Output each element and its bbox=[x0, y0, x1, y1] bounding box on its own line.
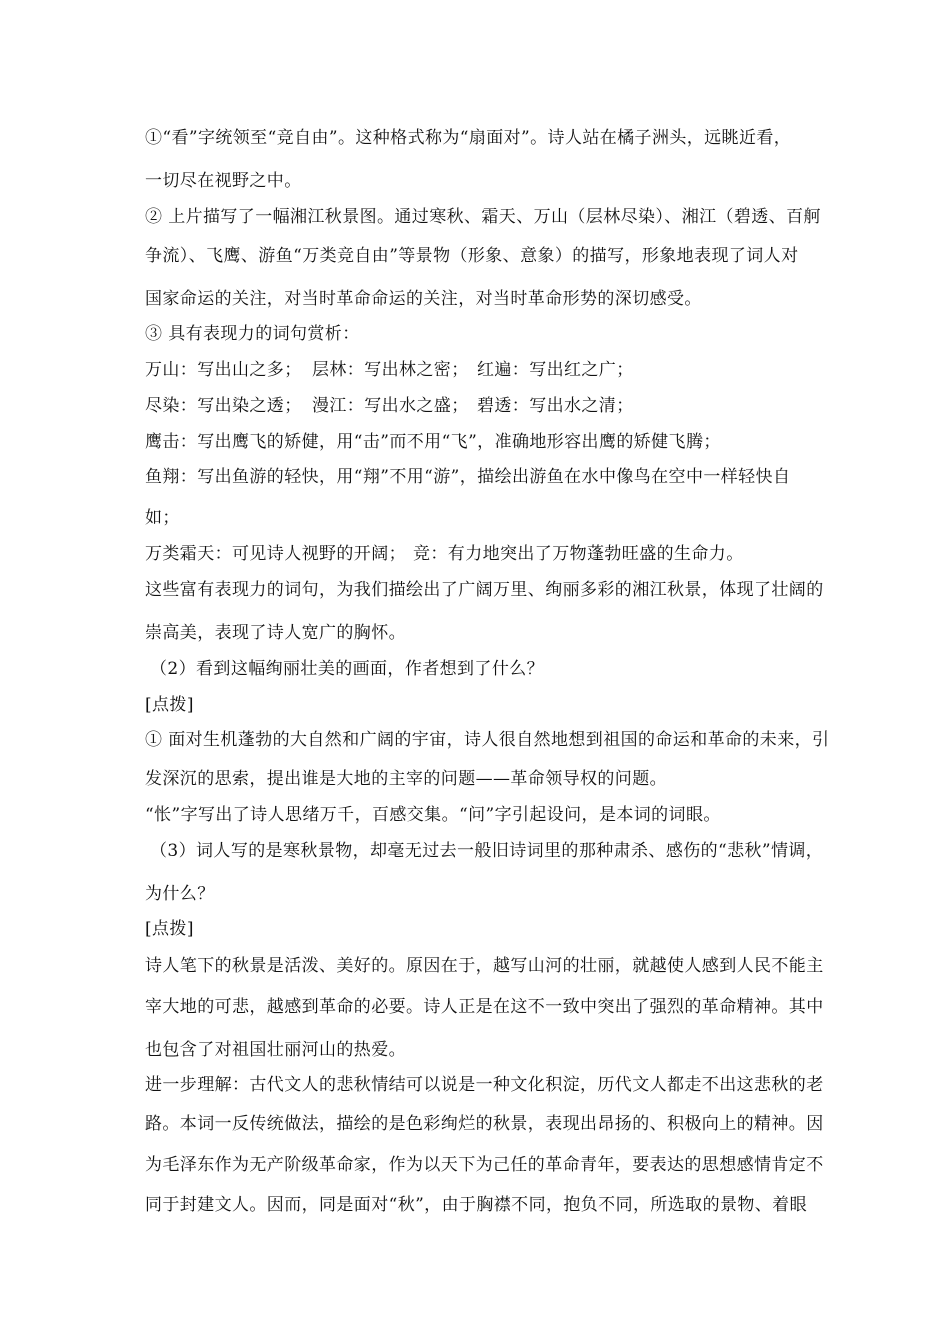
text-line: 为什么？ bbox=[145, 884, 215, 904]
text-line: 鹰击：写出鹰飞的矫健，用“击”而不用“飞”，准确地形容出鹰的矫健飞腾； bbox=[145, 432, 721, 452]
text-line: 发深沉的思索，提出谁是大地的主宰的问题——革命领导权的问题。 bbox=[145, 769, 667, 789]
text-line: 也包含了对祖国壮丽河山的热爱。 bbox=[145, 1040, 406, 1060]
text-line: ② 上片描写了一幅湘江秋景图。通过寒秋、霜天、万山（层林尽染）、湘江（碧透、百舸 bbox=[145, 207, 821, 227]
text-line bbox=[145, 359, 845, 381]
text-line: 一切尽在视野之中。 bbox=[145, 171, 302, 191]
text-line: ①“看”字统领至“竞自由”。这种格式称为“扇面对”。诗人站在橘子洲头，远眺近看， bbox=[145, 128, 792, 148]
text-line: 争流）、飞鹰、游鱼“万类竞自由”等景物（形象、意象）的描写，形象地表现了词人对 bbox=[145, 246, 799, 266]
text-segment: 碧透：写出水之清； bbox=[477, 396, 634, 416]
text-line bbox=[145, 395, 845, 417]
text-line: ① 面对生机蓬勃的大自然和广阔的宇宙，诗人很自然地想到祖国的命运和革命的未来，引 bbox=[145, 730, 830, 750]
text-line: 宰大地的可悲，越感到革命的必要。诗人正是在这不一致中突出了强烈的革命精神。其中 bbox=[145, 997, 824, 1017]
text-line: “怅”字写出了诗人思绪万千，百感交集。“问”字引起设问，是本词的词眼。 bbox=[145, 805, 721, 825]
text-line: （3）词人写的是寒秋景物，却毫无过去一般旧诗词里的那种肃杀、感伤的“悲秋”情调， bbox=[150, 841, 824, 861]
text-segment: 红遍：写出红之广； bbox=[477, 360, 634, 380]
text-line: 进一步理解：古代文人的悲秋情结可以说是一种文化积淀，历代文人都走不出这悲秋的老 bbox=[145, 1075, 824, 1095]
text-line: ③ 具有表现力的词句赏析： bbox=[145, 324, 360, 344]
text-line: （2）看到这幅绚丽壮美的画面，作者想到了什么？ bbox=[150, 659, 545, 679]
text-line: 鱼翔：写出鱼游的轻快，用“翔”不用“游”，描绘出游鱼在水中像鸟在空中一样轻快自 bbox=[145, 467, 791, 487]
text-line: 诗人笔下的秋景是活泼、美好的。原因在于，越写山河的壮丽，就越使人感到人民不能主 bbox=[145, 956, 824, 976]
text-line: 这些富有表现力的词句，为我们描绘出了广阔万里、绚丽多彩的湘江秋景，体现了壮阔的 bbox=[145, 580, 824, 600]
text-line: 国家命运的关注，对当时革命命运的关注，对当时革命形势的深切感受。 bbox=[145, 289, 702, 309]
text-segment: 漫江：写出水之盛； bbox=[312, 396, 469, 416]
text-segment: 竞：有力地突出了万物蓬勃旺盛的生命力。 bbox=[413, 544, 744, 564]
text-segment: 万类霜天：可见诗人视野的开阔； bbox=[145, 544, 406, 564]
text-segment: 尽染：写出染之透； bbox=[145, 396, 302, 416]
text-line: [点拨] bbox=[145, 919, 194, 939]
text-line: 如； bbox=[145, 508, 180, 528]
text-line: 路。本词一反传统做法，描绘的是色彩绚烂的秋景，表现出昂扬的、积极向上的精神。因 bbox=[145, 1114, 824, 1134]
text-line: 崇高美，表现了诗人宽广的胸怀。 bbox=[145, 623, 406, 643]
text-line bbox=[145, 543, 845, 565]
text-segment: 层林：写出林之密； bbox=[312, 360, 469, 380]
text-segment: 万山：写出山之多； bbox=[145, 360, 302, 380]
text-line: 为毛泽东作为无产阶级革命家，作为以天下为己任的革命青年，要表达的思想感情肯定不 bbox=[145, 1155, 824, 1175]
text-line: 同于封建文人。因而，同是面对“秋”，由于胸襟不同，抱负不同，所选取的景物、着眼 bbox=[145, 1195, 807, 1215]
text-line: [点拨] bbox=[145, 695, 194, 715]
